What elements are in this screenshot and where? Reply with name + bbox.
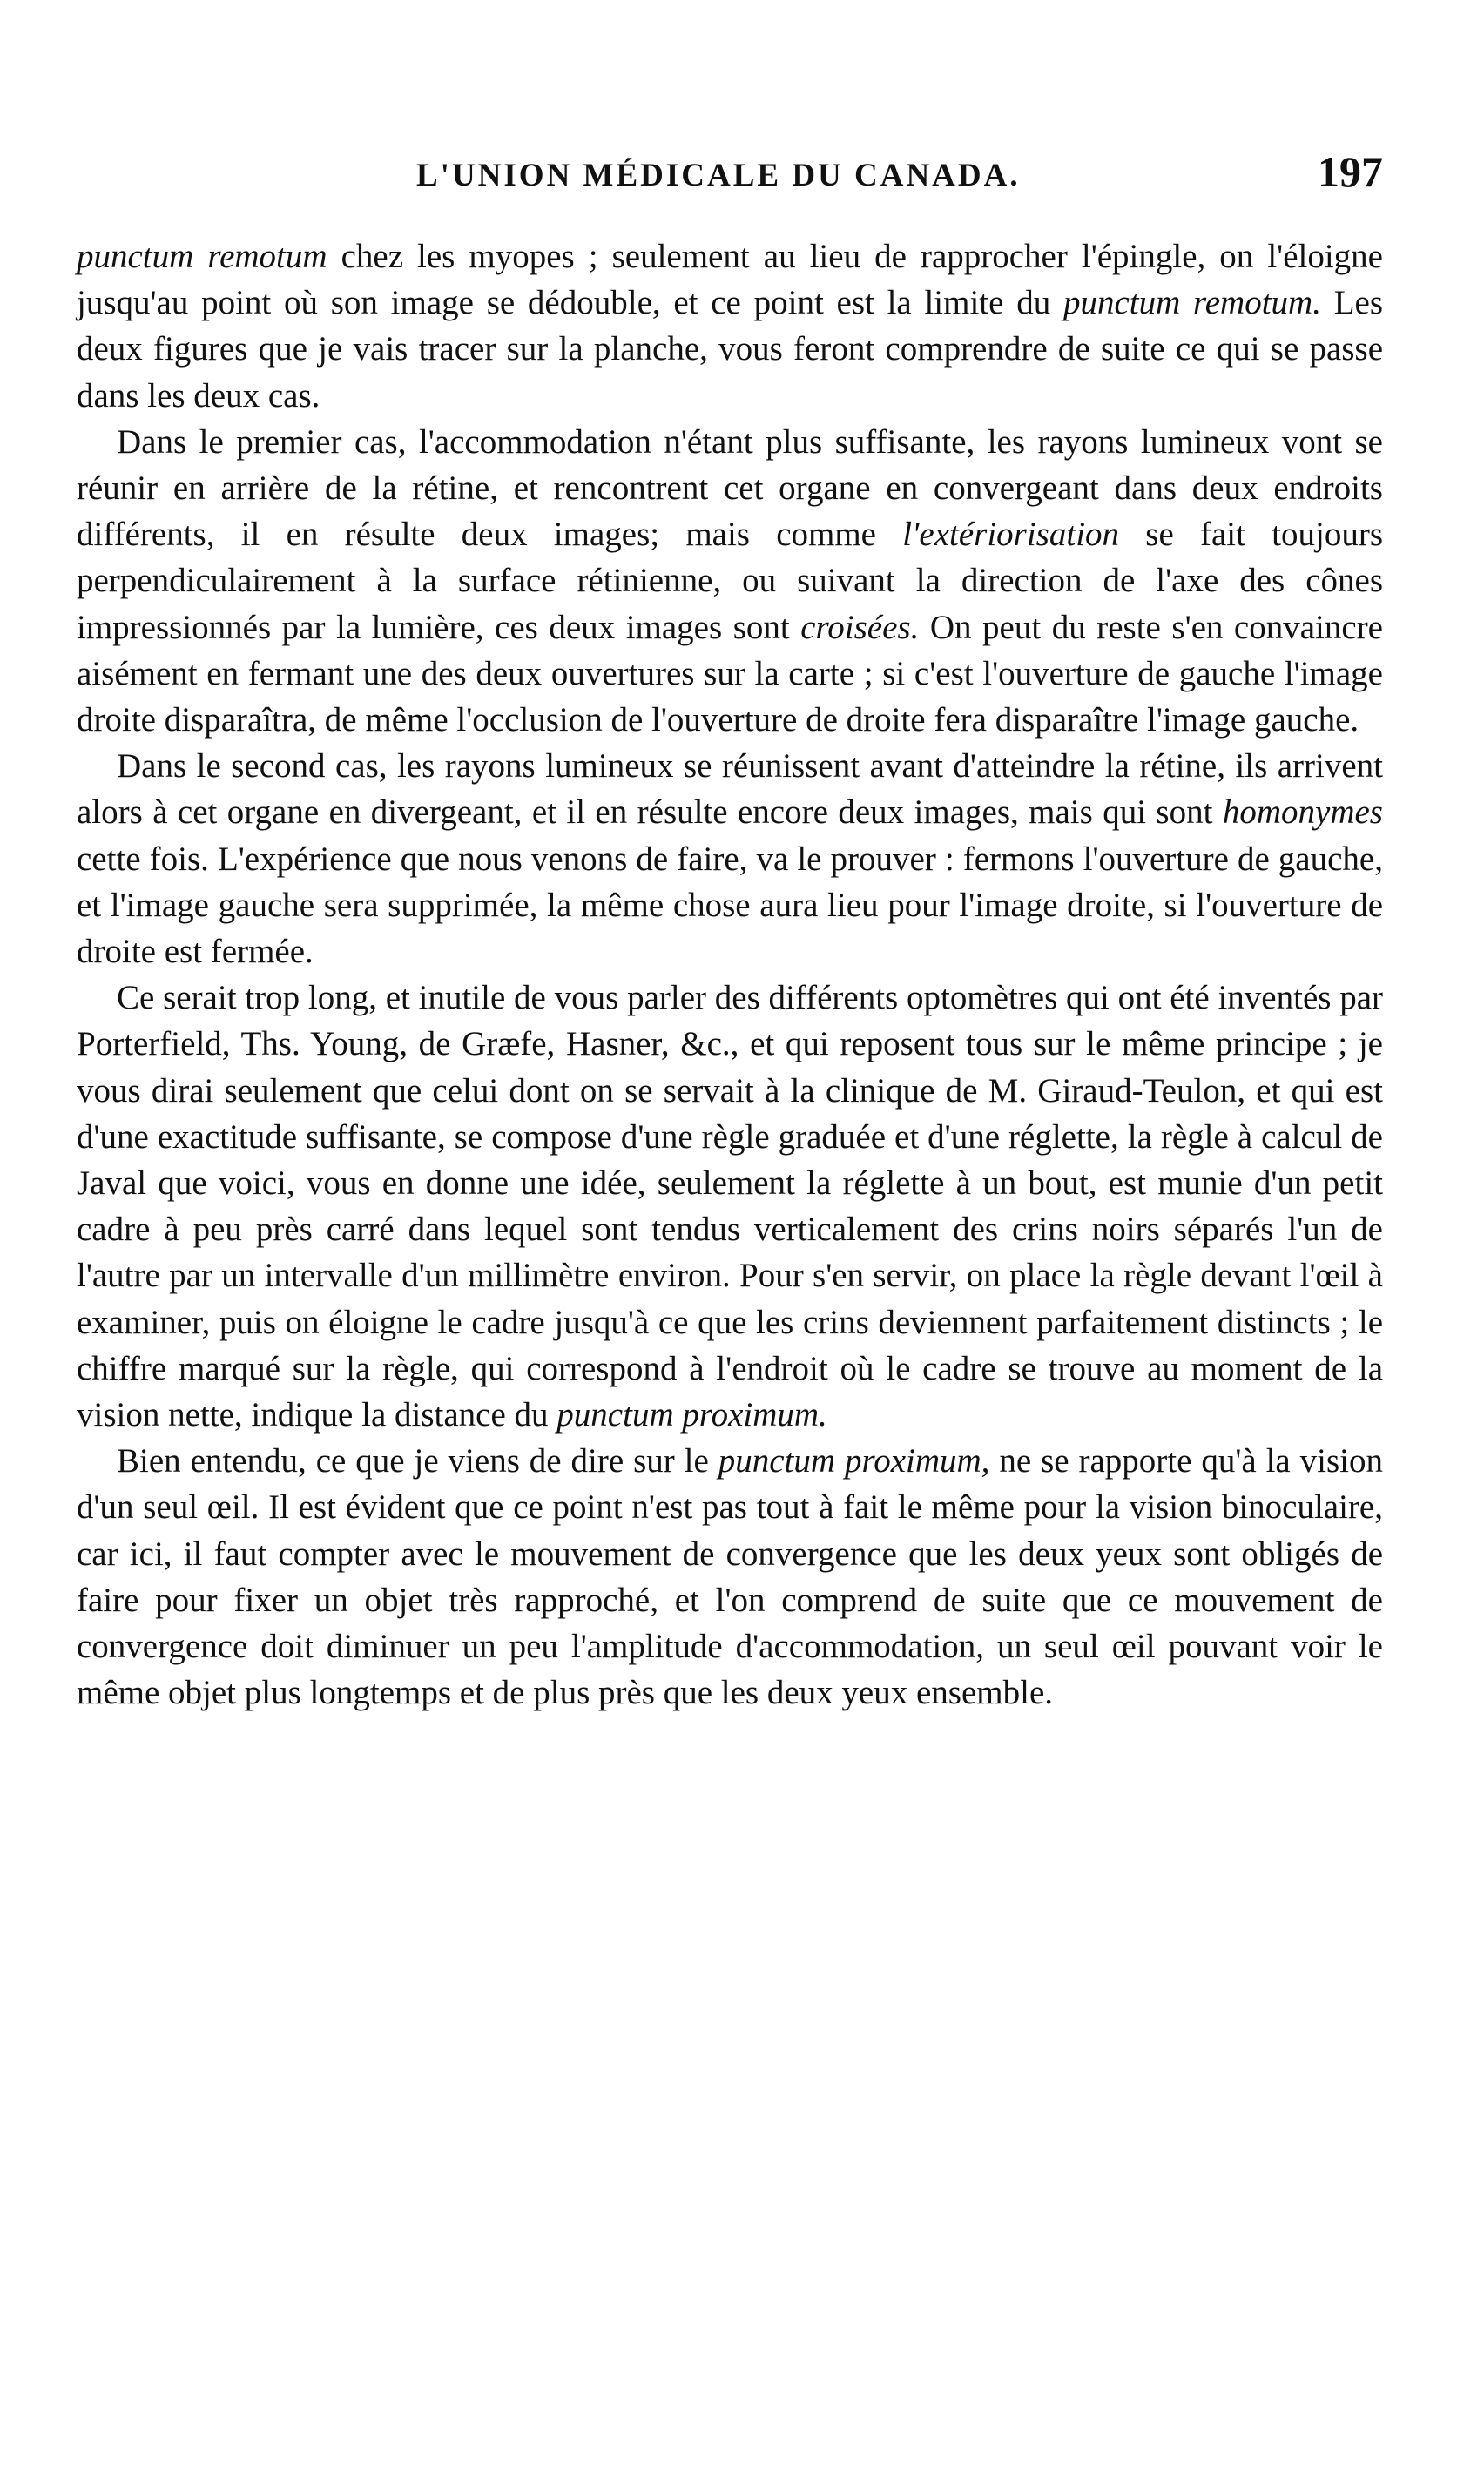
italic-phrase: punctum proximum.	[556, 1396, 827, 1434]
page	[77, 146, 1383, 1717]
text-run: Bien entendu, ce que je viens de dire sur le	[117, 1442, 718, 1481]
paragraph	[77, 419, 1383, 743]
text-run: Les deux figures que je vais tracer sur la planche, vous feront comprendre de suite ce qui se passe dans les deux cas.	[77, 284, 1384, 415]
paragraph	[77, 1438, 1383, 1716]
text-run: chez les myopes ; seulement au lieu de rapprocher l'épingle, on l'éloigne jusqu'au point où son image se dédouble, et ce point est la limite du	[77, 238, 1383, 322]
text-run: Dans le premier cas, l'accommodation n'étant plus suffisante, les rayons lumineux vont se réunir en arrière de la rétine, et rencontrent cet organe en convergeant dans deux endroits différents, il en résulte deux images; mais comme	[77, 422, 1383, 554]
italic-phrase: homonymes	[1222, 793, 1383, 832]
italic-phrase: croisées.	[800, 608, 920, 646]
italic-phrase: punctum proximum,	[718, 1442, 990, 1481]
text-run: se fait toujours perpendiculairement à la surface rétinienne, ou suivant la direction de l'axe des cônes impressionnés par la lumière, ces deux images sont	[77, 516, 1383, 646]
body-text	[77, 233, 1383, 1717]
italic-phrase: l'extériorisation	[902, 516, 1120, 554]
page-header	[77, 146, 1383, 199]
italic-phrase: punctum remotum.	[1062, 284, 1321, 322]
text-run: Ce serait trop long, et inutile de vous parler des différents optomètres qui ont été inventés par Porterfield, Ths. Young, de Græfe, Hasner, &c., et qui reposent tous sur le même principe ; je vous dirai seulement que celui dont on se servait à la clinique de M. Giraud-Teulon, et qui est d'une exactitude suffisante, se compose d'une règle graduée et d'une réglette, la règle à calcul de Javal que voici, vous en donne une idée, seulement la réglette à un bout, est munie d'un petit cadre à peu près carré dans lequel sont tendus verticalement des crins noirs séparés l'un de l'autre par un intervalle d'un millimètre environ. Pour s'en servir, on place la règle devant l'œil à examiner, puis on éloigne le cadre jusqu'à ce que les crins deviennent parfaitement distincts ; le chiffre marqué sur la règle, qui correspond à l'endroit où le cadre se trouve au moment de la vision nette, indique la distance du	[77, 979, 1383, 1434]
text-run: On peut du reste s'en convaincre aisément en fermant une des deux ouvertures sur la carte ; si c'est l'ouverture de gauche l'image droite disparaîtra, de même l'occlusion de l'ouverture de droite fera disparaître l'image gauche.	[77, 608, 1383, 739]
running-title: L'UNION MÉDICALE DU CANADA.	[416, 158, 1021, 193]
text-run: cette fois. L'expérience que nous venons de faire, va le prouver : fermons l'ouverture de gauche, et l'image gauche sera supprimée, la même chose aura lieu pour l'image droite, si l'ouverture de droite est fermée.	[77, 840, 1383, 971]
paragraph	[77, 743, 1383, 975]
page-number: 197	[1318, 147, 1383, 196]
paragraph	[77, 233, 1383, 419]
italic-phrase: punctum remotum	[77, 238, 327, 275]
text-run: ne se rapporte qu'à la vision d'un seul œil. Il est évident que ce point n'est pas tout à fait le même pour la vision binoculaire, car ici, il faut compter avec le mouvement de convergence que les deux yeux sont obligés de faire pour fixer un objet très rapproché, et l'on comprend de suite que ce mouvement de convergence doit diminuer un peu l'amplitude d'accommodation, un seul œil pouvant voir le même objet plus longtemps et de plus près que les deux yeux ensemble.	[77, 1442, 1384, 1712]
paragraph	[77, 975, 1383, 1438]
text-run: Dans le second cas, les rayons lumineux se réunissent avant d'atteindre la rétine, ils arrivent alors à cet organe en divergeant, et il en résulte encore deux images, mais qui sont	[77, 747, 1383, 832]
